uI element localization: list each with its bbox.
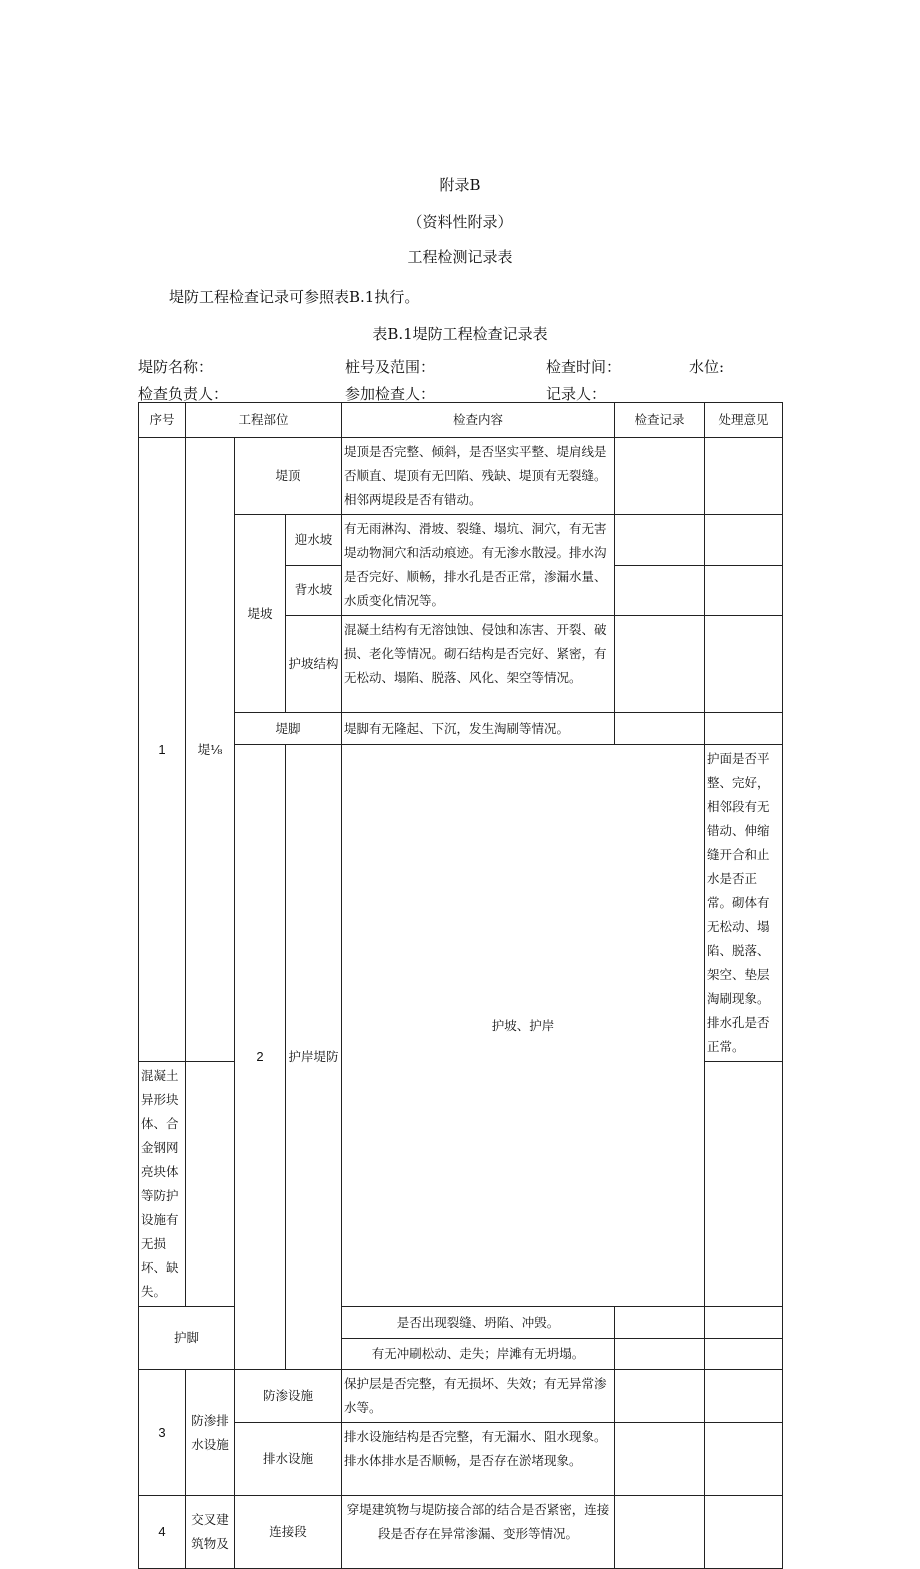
section-1-part: 堤⅛ [186, 438, 235, 1062]
slope-protection-content: 混凝土结构有无溶蚀蚀、侵蚀和冻害、开裂、破损、老化等情况。砌石结构是否完好、紧密，有无松动、塌陷、脱落、风化、架空等情况。 [342, 616, 615, 713]
field-stake-range: 桩号及范围： [345, 358, 436, 376]
bank-slope-label: 护坡、护岸 [342, 745, 705, 1307]
record-cell[interactable] [615, 1370, 705, 1423]
drainage-label: 排水设施 [235, 1423, 342, 1496]
header-part: 工程部位 [186, 403, 342, 438]
record-cell[interactable] [615, 438, 705, 515]
dike-foot-label: 堤脚 [235, 713, 342, 745]
section-title: 工程检测记录表 [407, 248, 513, 266]
opinion-cell[interactable] [705, 1062, 783, 1307]
downstream-slope-label: 背水坡 [286, 565, 342, 616]
opinion-cell[interactable] [705, 1370, 783, 1423]
record-cell[interactable] [615, 1339, 705, 1370]
section-4-number: 4 [139, 1496, 186, 1569]
bank-slope-content-2: 混凝土异形块体、合金钢网亮块体等防护设施有无损坏、缺失。 [139, 1062, 186, 1307]
drainage-content: 排水设施结构是否完整，有无漏水、阻水现象。排水体排水是否顺畅，是否存在淤堵现象。 [342, 1423, 615, 1496]
opinion-cell[interactable] [705, 1339, 783, 1370]
record-cell[interactable] [615, 1307, 705, 1339]
seepage-content: 保护层是否完整，有无损坏、失效；有无异常渗水等。 [342, 1370, 615, 1423]
record-cell[interactable] [186, 1062, 235, 1307]
record-cell[interactable] [615, 565, 705, 616]
opinion-cell[interactable] [705, 1496, 783, 1569]
section-2-part: 护岸堤防 [286, 745, 342, 1370]
dike-top-label: 堤顶 [235, 438, 342, 515]
section-3-number: 3 [139, 1370, 186, 1496]
section-4-part: 交叉建筑物及 [186, 1496, 235, 1569]
header-opinion: 处理意见 [705, 403, 783, 438]
record-cell[interactable] [615, 616, 705, 713]
section-1-number: 1 [139, 438, 186, 1062]
table-caption: 表B.1堤防工程检查记录表 [372, 325, 548, 343]
intro-text: 堤防工程检查记录可参照表B.1执行。 [169, 288, 420, 306]
section-2-number: 2 [235, 745, 286, 1370]
record-cell[interactable] [615, 713, 705, 745]
dike-slope-content: 有无雨淋沟、滑坡、裂缝、塌坑、洞穴，有无害堤动物洞穴和活动痕迹。有无渗水散浸。排水沟是否完好、顺畅，排水孔是否正常，渗漏水量、水质变化情况等。 [342, 515, 615, 616]
record-cell[interactable] [615, 515, 705, 566]
field-inspection-time: 检查时间： [546, 358, 622, 376]
field-participants: 参加检查人： [345, 385, 436, 403]
slope-protection-label: 护坡结构 [286, 616, 342, 713]
dike-slope-label: 堤坡 [235, 515, 286, 713]
header-content: 检查内容 [342, 403, 615, 438]
dike-foot-content: 堤脚有无隆起、下沉，发生淘刷等情况。 [342, 713, 615, 745]
opinion-cell[interactable] [705, 1307, 783, 1339]
connection-label: 连接段 [235, 1496, 342, 1569]
opinion-cell[interactable] [705, 438, 783, 515]
field-water-level: 水位: [689, 358, 725, 376]
seepage-label: 防渗设施 [235, 1370, 342, 1423]
opinion-cell[interactable] [705, 515, 783, 566]
opinion-cell[interactable] [705, 565, 783, 616]
bank-slope-content-1: 护面是否平整、完好，相邻段有无错动、伸缩缝开合和止水是否正常。砌体有无松动、塌陷、脱落、架空、垫层淘刷现象。排水孔是否正常。 [705, 745, 783, 1062]
opinion-cell[interactable] [705, 1423, 783, 1496]
bank-foot-label: 护脚 [139, 1307, 235, 1370]
appendix-note: （资料性附录） [407, 213, 513, 231]
appendix-title: 附录B [439, 176, 481, 194]
field-leader: 检查负责人： [138, 385, 229, 403]
opinion-cell[interactable] [705, 713, 783, 745]
inspection-table [138, 402, 783, 1569]
bank-foot-content-2: 有无冲刷松动、走失；岸滩有无坍塌。 [342, 1339, 615, 1370]
dike-top-content: 堤顶是否完整、倾斜，是否坚实平整、堤肩线是否顺直、堤顶有无凹陷、残缺、堤顶有无裂缝。相邻两堤段是否有错动。 [342, 438, 615, 515]
record-cell[interactable] [615, 1496, 705, 1569]
upstream-slope-label: 迎水坡 [286, 515, 342, 566]
record-cell[interactable] [615, 1423, 705, 1496]
field-dike-name: 堤防名称： [138, 358, 214, 376]
opinion-cell[interactable] [705, 616, 783, 713]
header-record: 检查记录 [615, 403, 705, 438]
connection-content: 穿堤建筑物与堤防接合部的结合是否紧密，连接段是否存在异常渗漏、变形等情况。 [342, 1496, 615, 1569]
section-3-part: 防渗排水设施 [186, 1370, 235, 1496]
field-recorder: 记录人： [546, 385, 607, 403]
bank-foot-content-1: 是否出现裂缝、坍陷、冲毁。 [342, 1307, 615, 1339]
header-no: 序号 [139, 403, 186, 438]
